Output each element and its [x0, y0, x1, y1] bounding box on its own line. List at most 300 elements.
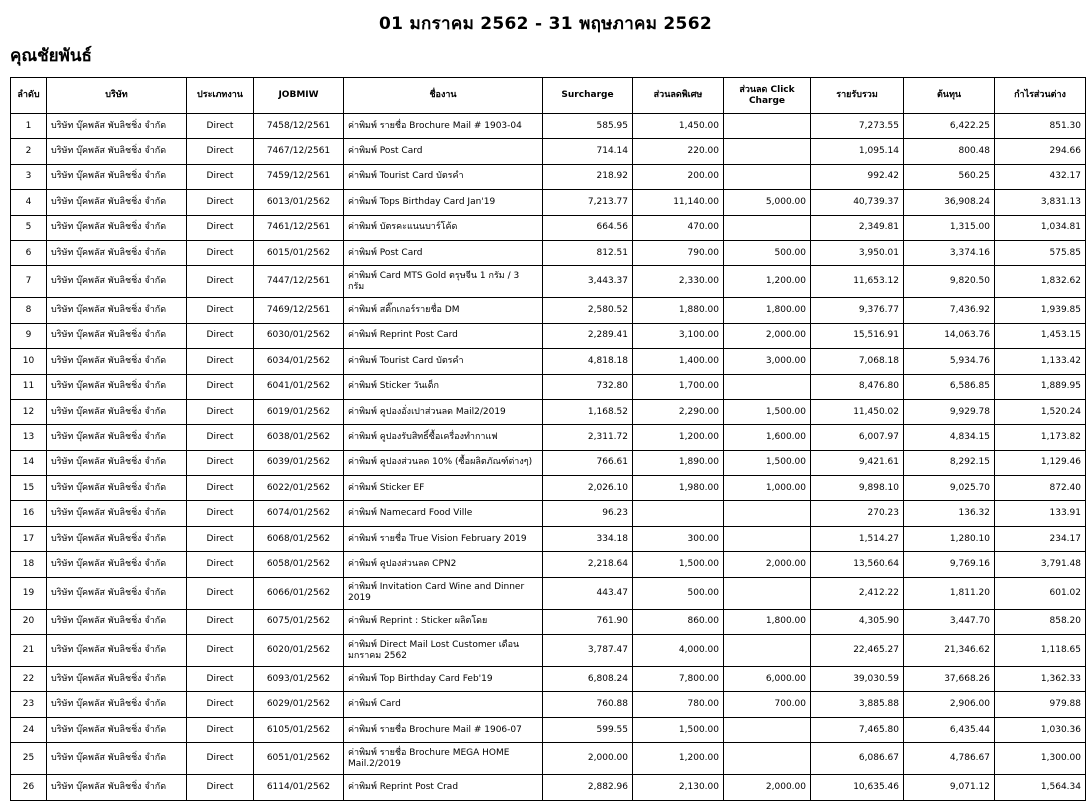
margin-cell: 1,453.15: [995, 323, 1086, 348]
click-charge-discount-cell: [724, 526, 811, 551]
cost-cell: 2,906.00: [904, 692, 995, 717]
special-discount-cell: 1,200.00: [633, 425, 724, 450]
table-row: [11, 450, 1086, 475]
job-name-cell: ค่าพิมพ์ Card MTS Gold ตรุษจีน 1 กรัม / 3 กรัม: [344, 266, 543, 298]
special-discount-cell: 3,100.00: [633, 323, 724, 348]
job-name-cell: ค่าพิมพ์ Invitation Card Wine and Dinner 2019: [344, 577, 543, 609]
table-row: [11, 240, 1086, 265]
jobmiw-cell: 6074/01/2562: [254, 501, 344, 526]
margin-cell: 133.91: [995, 501, 1086, 526]
report-title: 01 มกราคม 2562 - 31 พฤษภาคม 2562: [379, 14, 712, 34]
surcharge-cell: 766.61: [543, 450, 633, 475]
total-revenue-cell: 9,376.77: [811, 298, 904, 323]
click-charge-discount-cell: 2,000.00: [724, 323, 811, 348]
cost-cell: 560.25: [904, 164, 995, 189]
table-row: [11, 323, 1086, 348]
click-charge-discount-cell: 700.00: [724, 692, 811, 717]
company-cell: บริษัท บุ๊คพลัส พับลิชชิ่ง จำกัด: [47, 717, 187, 742]
cost-cell: 9,929.78: [904, 399, 995, 424]
row-no-cell: 10: [11, 349, 47, 374]
surcharge-cell: 7,213.77: [543, 190, 633, 215]
table-row: [11, 190, 1086, 215]
row-no-cell: 14: [11, 450, 47, 475]
row-no-cell: 18: [11, 552, 47, 577]
jobmiw-cell: 6015/01/2562: [254, 240, 344, 265]
job-type-cell: Direct: [187, 717, 254, 742]
cost-cell: 6,422.25: [904, 114, 995, 139]
job-type-cell: Direct: [187, 215, 254, 240]
jobmiw-cell: 6066/01/2562: [254, 577, 344, 609]
table-row: [11, 374, 1086, 399]
total-revenue-cell: 270.23: [811, 501, 904, 526]
click-charge-discount-cell: [724, 501, 811, 526]
margin-cell: 1,520.24: [995, 399, 1086, 424]
surcharge-cell: 96.23: [543, 501, 633, 526]
job-name-cell: ค่าพิมพ์ Reprint Post Crad: [344, 775, 543, 800]
click-charge-discount-cell: 1,500.00: [724, 399, 811, 424]
cost-cell: 6,586.85: [904, 374, 995, 399]
click-charge-discount-cell: 1,000.00: [724, 476, 811, 501]
jobmiw-cell: 6029/01/2562: [254, 692, 344, 717]
special-discount-cell: 2,130.00: [633, 775, 724, 800]
job-type-cell: Direct: [187, 609, 254, 634]
margin-cell: 432.17: [995, 164, 1086, 189]
company-cell: บริษัท บุ๊คพลัส พับลิชชิ่ง จำกัด: [47, 692, 187, 717]
company-cell: บริษัท บุ๊คพลัส พับลิชชิ่ง จำกัด: [47, 374, 187, 399]
jobmiw-cell: 7447/12/2561: [254, 266, 344, 298]
special-discount-cell: 1,200.00: [633, 743, 724, 775]
special-discount-cell: 2,330.00: [633, 266, 724, 298]
job-type-cell: Direct: [187, 692, 254, 717]
table-header-row: [11, 78, 1086, 114]
job-type-cell: Direct: [187, 501, 254, 526]
job-name-cell: ค่าพิมพ์ รายชื่อ Brochure MEGA HOME Mail.2/2019: [344, 743, 543, 775]
job-type-cell: Direct: [187, 399, 254, 424]
row-no-cell: 8: [11, 298, 47, 323]
job-type-cell: Direct: [187, 667, 254, 692]
job-type-cell: Direct: [187, 425, 254, 450]
click-charge-discount-cell: 1,500.00: [724, 450, 811, 475]
jobmiw-cell: 6041/01/2562: [254, 374, 344, 399]
total-revenue-cell: 4,305.90: [811, 609, 904, 634]
total-revenue-cell: 7,465.80: [811, 717, 904, 742]
job-name-cell: ค่าพิมพ์ คูปองอั่งเปาส่วนลด Mail2/2019: [344, 399, 543, 424]
cost-cell: 3,374.16: [904, 240, 995, 265]
total-revenue-cell: 2,412.22: [811, 577, 904, 609]
cost-cell: 7,436.92: [904, 298, 995, 323]
jobmiw-cell: 6105/01/2562: [254, 717, 344, 742]
total-revenue-cell: 1,095.14: [811, 139, 904, 164]
company-cell: บริษัท บุ๊คพลัส พับลิชชิ่ง จำกัด: [47, 349, 187, 374]
surcharge-cell: 4,818.18: [543, 349, 633, 374]
margin-cell: 1,173.82: [995, 425, 1086, 450]
job-name-cell: ค่าพิมพ์ คูปองส่วนลด 10% (ซื้อผลิตภัณฑ์ต่างๆ): [344, 450, 543, 475]
jobmiw-cell: 6030/01/2562: [254, 323, 344, 348]
surcharge-cell: 2,580.52: [543, 298, 633, 323]
cost-cell: 1,811.20: [904, 577, 995, 609]
job-name-cell: ค่าพิมพ์ Post Card: [344, 139, 543, 164]
surcharge-cell: 599.55: [543, 717, 633, 742]
col-header-special-discount: ส่วนลดพิเศษ: [633, 78, 724, 114]
job-type-cell: Direct: [187, 552, 254, 577]
jobmiw-cell: 6058/01/2562: [254, 552, 344, 577]
row-no-cell: 25: [11, 743, 47, 775]
row-no-cell: 2: [11, 139, 47, 164]
job-type-cell: Direct: [187, 743, 254, 775]
margin-cell: 1,034.81: [995, 215, 1086, 240]
click-charge-discount-cell: [724, 114, 811, 139]
company-cell: บริษัท บุ๊คพลัส พับลิชชิ่ง จำกัด: [47, 399, 187, 424]
special-discount-cell: 500.00: [633, 577, 724, 609]
special-discount-cell: 1,500.00: [633, 552, 724, 577]
job-type-cell: Direct: [187, 323, 254, 348]
table-row: [11, 476, 1086, 501]
cost-cell: 3,447.70: [904, 609, 995, 634]
margin-cell: 1,030.36: [995, 717, 1086, 742]
cost-cell: 6,435.44: [904, 717, 995, 742]
cost-cell: 37,668.26: [904, 667, 995, 692]
table-body: [11, 114, 1086, 801]
row-no-cell: 6: [11, 240, 47, 265]
company-cell: บริษัท บุ๊คพลัส พับลิชชิ่ง จำกัด: [47, 450, 187, 475]
row-no-cell: 1: [11, 114, 47, 139]
jobmiw-cell: 6051/01/2562: [254, 743, 344, 775]
row-no-cell: 19: [11, 577, 47, 609]
total-revenue-cell: 6,007.97: [811, 425, 904, 450]
row-no-cell: 13: [11, 425, 47, 450]
special-discount-cell: 1,980.00: [633, 476, 724, 501]
jobmiw-cell: 6038/01/2562: [254, 425, 344, 450]
company-cell: บริษัท บุ๊คพลัส พับลิชชิ่ง จำกัด: [47, 240, 187, 265]
row-no-cell: 12: [11, 399, 47, 424]
special-discount-cell: 790.00: [633, 240, 724, 265]
table-row: [11, 425, 1086, 450]
row-no-cell: 3: [11, 164, 47, 189]
surcharge-cell: 714.14: [543, 139, 633, 164]
job-name-cell: ค่าพิมพ์ รายชื่อ Brochure Mail # 1903-04: [344, 114, 543, 139]
jobmiw-cell: 7459/12/2561: [254, 164, 344, 189]
margin-cell: 1,133.42: [995, 349, 1086, 374]
job-name-cell: ค่าพิมพ์ รายชื่อ Brochure Mail # 1906-07: [344, 717, 543, 742]
job-name-cell: ค่าพิมพ์ Sticker EF: [344, 476, 543, 501]
table-row: [11, 717, 1086, 742]
margin-cell: 1,939.85: [995, 298, 1086, 323]
job-type-cell: Direct: [187, 298, 254, 323]
special-discount-cell: 220.00: [633, 139, 724, 164]
click-charge-discount-cell: [724, 374, 811, 399]
job-type-cell: Direct: [187, 114, 254, 139]
surcharge-cell: 1,168.52: [543, 399, 633, 424]
job-name-cell: ค่าพิมพ์ บัตรคะแนนบาร์โค้ด: [344, 215, 543, 240]
cost-cell: 14,063.76: [904, 323, 995, 348]
total-revenue-cell: 9,898.10: [811, 476, 904, 501]
total-revenue-cell: 39,030.59: [811, 667, 904, 692]
special-discount-cell: 1,700.00: [633, 374, 724, 399]
special-discount-cell: 300.00: [633, 526, 724, 551]
surcharge-cell: 3,787.47: [543, 635, 633, 667]
company-cell: บริษัท บุ๊คพลัส พับลิชชิ่ง จำกัด: [47, 190, 187, 215]
row-no-cell: 9: [11, 323, 47, 348]
special-discount-cell: 1,400.00: [633, 349, 724, 374]
surcharge-cell: 2,218.64: [543, 552, 633, 577]
surcharge-cell: 6,808.24: [543, 667, 633, 692]
table-row: [11, 692, 1086, 717]
col-header-company: บริษัท: [47, 78, 187, 114]
click-charge-discount-cell: 1,800.00: [724, 609, 811, 634]
company-cell: บริษัท บุ๊คพลัส พับลิชชิ่ง จำกัด: [47, 476, 187, 501]
table-row: [11, 552, 1086, 577]
table-row: [11, 577, 1086, 609]
click-charge-discount-cell: 500.00: [724, 240, 811, 265]
margin-cell: 1,129.46: [995, 450, 1086, 475]
row-no-cell: 20: [11, 609, 47, 634]
table-row: [11, 298, 1086, 323]
company-cell: บริษัท บุ๊คพลัส พับลิชชิ่ง จำกัด: [47, 775, 187, 800]
click-charge-discount-cell: [724, 215, 811, 240]
surcharge-cell: 761.90: [543, 609, 633, 634]
total-revenue-cell: 7,068.18: [811, 349, 904, 374]
table-row: [11, 399, 1086, 424]
jobmiw-cell: 6075/01/2562: [254, 609, 344, 634]
row-no-cell: 23: [11, 692, 47, 717]
job-name-cell: ค่าพิมพ์ Tourist Card บัตรคำ: [344, 349, 543, 374]
margin-cell: 858.20: [995, 609, 1086, 634]
cost-cell: 9,071.12: [904, 775, 995, 800]
jobmiw-cell: 7467/12/2561: [254, 139, 344, 164]
margin-cell: 575.85: [995, 240, 1086, 265]
surcharge-cell: 585.95: [543, 114, 633, 139]
table-row: [11, 743, 1086, 775]
click-charge-discount-cell: 2,000.00: [724, 552, 811, 577]
jobmiw-cell: 6114/01/2562: [254, 775, 344, 800]
total-revenue-cell: 6,086.67: [811, 743, 904, 775]
cost-cell: 8,292.15: [904, 450, 995, 475]
company-cell: บริษัท บุ๊คพลัส พับลิชชิ่ง จำกัด: [47, 323, 187, 348]
job-type-cell: Direct: [187, 190, 254, 215]
company-cell: บริษัท บุ๊คพลัส พับลิชชิ่ง จำกัด: [47, 425, 187, 450]
special-discount-cell: 7,800.00: [633, 667, 724, 692]
special-discount-cell: 1,500.00: [633, 717, 724, 742]
click-charge-discount-cell: 6,000.00: [724, 667, 811, 692]
row-no-cell: 26: [11, 775, 47, 800]
cost-cell: 800.48: [904, 139, 995, 164]
special-discount-cell: 200.00: [633, 164, 724, 189]
table-row: [11, 139, 1086, 164]
row-no-cell: 17: [11, 526, 47, 551]
company-cell: บริษัท บุ๊คพลัส พับลิชชิ่ง จำกัด: [47, 552, 187, 577]
col-header-total-revenue: รายรับรวม: [811, 78, 904, 114]
click-charge-discount-cell: 2,000.00: [724, 775, 811, 800]
company-cell: บริษัท บุ๊คพลัส พับลิชชิ่ง จำกัด: [47, 577, 187, 609]
click-charge-discount-cell: 5,000.00: [724, 190, 811, 215]
special-discount-cell: 780.00: [633, 692, 724, 717]
company-cell: บริษัท บุ๊คพลัส พับลิชชิ่ง จำกัด: [47, 215, 187, 240]
margin-cell: 851.30: [995, 114, 1086, 139]
job-name-cell: ค่าพิมพ์ Reprint : Sticker ผลิตโดย: [344, 609, 543, 634]
job-name-cell: ค่าพิมพ์ Namecard Food Ville: [344, 501, 543, 526]
cost-cell: 9,820.50: [904, 266, 995, 298]
col-header-click-charge-discount: ส่วนลด Click Charge: [724, 78, 811, 114]
surcharge-cell: 732.80: [543, 374, 633, 399]
jobmiw-cell: 7469/12/2561: [254, 298, 344, 323]
click-charge-discount-cell: [724, 577, 811, 609]
cost-cell: 9,025.70: [904, 476, 995, 501]
surcharge-cell: 218.92: [543, 164, 633, 189]
jobmiw-cell: 7458/12/2561: [254, 114, 344, 139]
job-report-table: [10, 77, 1086, 801]
margin-cell: 294.66: [995, 139, 1086, 164]
job-type-cell: Direct: [187, 476, 254, 501]
table-row: [11, 667, 1086, 692]
jobmiw-cell: 6019/01/2562: [254, 399, 344, 424]
surcharge-cell: 760.88: [543, 692, 633, 717]
special-discount-cell: 11,140.00: [633, 190, 724, 215]
job-type-cell: Direct: [187, 349, 254, 374]
job-type-cell: Direct: [187, 526, 254, 551]
cost-cell: 1,315.00: [904, 215, 995, 240]
jobmiw-cell: 6020/01/2562: [254, 635, 344, 667]
table-row: [11, 775, 1086, 800]
margin-cell: 872.40: [995, 476, 1086, 501]
col-header-job-name: ชื่องาน: [344, 78, 543, 114]
jobmiw-cell: 6034/01/2562: [254, 349, 344, 374]
jobmiw-cell: 7461/12/2561: [254, 215, 344, 240]
total-revenue-cell: 3,885.88: [811, 692, 904, 717]
special-discount-cell: 1,450.00: [633, 114, 724, 139]
click-charge-discount-cell: [724, 635, 811, 667]
jobmiw-cell: 6039/01/2562: [254, 450, 344, 475]
click-charge-discount-cell: [724, 139, 811, 164]
salesperson-name: คุณชัยพันธ์: [10, 46, 92, 66]
table-row: [11, 164, 1086, 189]
company-cell: บริษัท บุ๊คพลัส พับลิชชิ่ง จำกัด: [47, 667, 187, 692]
special-discount-cell: 4,000.00: [633, 635, 724, 667]
click-charge-discount-cell: 3,000.00: [724, 349, 811, 374]
click-charge-discount-cell: 1,800.00: [724, 298, 811, 323]
jobmiw-cell: 6013/01/2562: [254, 190, 344, 215]
click-charge-discount-cell: 1,600.00: [724, 425, 811, 450]
job-type-cell: Direct: [187, 164, 254, 189]
col-header-cost: ต้นทุน: [904, 78, 995, 114]
table-row: [11, 349, 1086, 374]
job-name-cell: ค่าพิมพ์ คูปองส่วนลด CPN2: [344, 552, 543, 577]
row-no-cell: 22: [11, 667, 47, 692]
job-name-cell: ค่าพิมพ์ Tourist Card บัตรคำ: [344, 164, 543, 189]
surcharge-cell: 664.56: [543, 215, 633, 240]
table-row: [11, 526, 1086, 551]
total-revenue-cell: 13,560.64: [811, 552, 904, 577]
table-row: [11, 266, 1086, 298]
cost-cell: 21,346.62: [904, 635, 995, 667]
special-discount-cell: 470.00: [633, 215, 724, 240]
row-no-cell: 7: [11, 266, 47, 298]
margin-cell: 3,831.13: [995, 190, 1086, 215]
table-row: [11, 215, 1086, 240]
job-type-cell: Direct: [187, 577, 254, 609]
special-discount-cell: 1,890.00: [633, 450, 724, 475]
company-cell: บริษัท บุ๊คพลัส พับลิชชิ่ง จำกัด: [47, 298, 187, 323]
surcharge-cell: 2,882.96: [543, 775, 633, 800]
click-charge-discount-cell: [724, 717, 811, 742]
total-revenue-cell: 8,476.80: [811, 374, 904, 399]
click-charge-discount-cell: [724, 164, 811, 189]
total-revenue-cell: 11,653.12: [811, 266, 904, 298]
margin-cell: 1,889.95: [995, 374, 1086, 399]
special-discount-cell: 1,880.00: [633, 298, 724, 323]
job-type-cell: Direct: [187, 240, 254, 265]
job-name-cell: ค่าพิมพ์ Card: [344, 692, 543, 717]
job-type-cell: Direct: [187, 450, 254, 475]
total-revenue-cell: 15,516.91: [811, 323, 904, 348]
company-cell: บริษัท บุ๊คพลัส พับลิชชิ่ง จำกัด: [47, 139, 187, 164]
margin-cell: 234.17: [995, 526, 1086, 551]
table-row: [11, 609, 1086, 634]
col-header-type: ประเภทงาน: [187, 78, 254, 114]
job-name-cell: ค่าพิมพ์ รายชื่อ True Vision February 2019: [344, 526, 543, 551]
company-cell: บริษัท บุ๊คพลัส พับลิชชิ่ง จำกัด: [47, 501, 187, 526]
company-cell: บริษัท บุ๊คพลัส พับลิชชิ่ง จำกัด: [47, 526, 187, 551]
special-discount-cell: 860.00: [633, 609, 724, 634]
margin-cell: 1,832.62: [995, 266, 1086, 298]
row-no-cell: 11: [11, 374, 47, 399]
job-type-cell: Direct: [187, 635, 254, 667]
total-revenue-cell: 22,465.27: [811, 635, 904, 667]
job-name-cell: ค่าพิมพ์ Sticker วันเด็ก: [344, 374, 543, 399]
total-revenue-cell: 2,349.81: [811, 215, 904, 240]
col-header-no: ลำดับ: [11, 78, 47, 114]
company-cell: บริษัท บุ๊คพลัส พับลิชชิ่ง จำกัด: [47, 164, 187, 189]
surcharge-cell: 3,443.37: [543, 266, 633, 298]
job-name-cell: ค่าพิมพ์ Tops Birthday Card Jan'19: [344, 190, 543, 215]
special-discount-cell: 2,290.00: [633, 399, 724, 424]
margin-cell: 1,564.34: [995, 775, 1086, 800]
job-name-cell: ค่าพิมพ์ Reprint Post Card: [344, 323, 543, 348]
jobmiw-cell: 6068/01/2562: [254, 526, 344, 551]
job-name-cell: ค่าพิมพ์ คูปองรับสิทธิ์ซื้อเครื่องทำกาแฟ: [344, 425, 543, 450]
margin-cell: 601.02: [995, 577, 1086, 609]
total-revenue-cell: 3,950.01: [811, 240, 904, 265]
total-revenue-cell: 1,514.27: [811, 526, 904, 551]
total-revenue-cell: 992.42: [811, 164, 904, 189]
cost-cell: 9,769.16: [904, 552, 995, 577]
surcharge-cell: 2,289.41: [543, 323, 633, 348]
row-no-cell: 15: [11, 476, 47, 501]
cost-cell: 36,908.24: [904, 190, 995, 215]
margin-cell: 1,362.33: [995, 667, 1086, 692]
table-row: [11, 635, 1086, 667]
row-no-cell: 4: [11, 190, 47, 215]
cost-cell: 1,280.10: [904, 526, 995, 551]
surcharge-cell: 443.47: [543, 577, 633, 609]
job-type-cell: Direct: [187, 374, 254, 399]
job-name-cell: ค่าพิมพ์ สติ๊กเกอร์รายชื่อ DM: [344, 298, 543, 323]
total-revenue-cell: 11,450.02: [811, 399, 904, 424]
total-revenue-cell: 9,421.61: [811, 450, 904, 475]
row-no-cell: 21: [11, 635, 47, 667]
job-type-cell: Direct: [187, 266, 254, 298]
surcharge-cell: 2,000.00: [543, 743, 633, 775]
click-charge-discount-cell: 1,200.00: [724, 266, 811, 298]
cost-cell: 136.32: [904, 501, 995, 526]
job-name-cell: ค่าพิมพ์ Post Card: [344, 240, 543, 265]
job-type-cell: Direct: [187, 139, 254, 164]
surcharge-cell: 2,026.10: [543, 476, 633, 501]
table-row: [11, 501, 1086, 526]
job-type-cell: Direct: [187, 775, 254, 800]
jobmiw-cell: 6022/01/2562: [254, 476, 344, 501]
total-revenue-cell: 40,739.37: [811, 190, 904, 215]
table-row: [11, 114, 1086, 139]
